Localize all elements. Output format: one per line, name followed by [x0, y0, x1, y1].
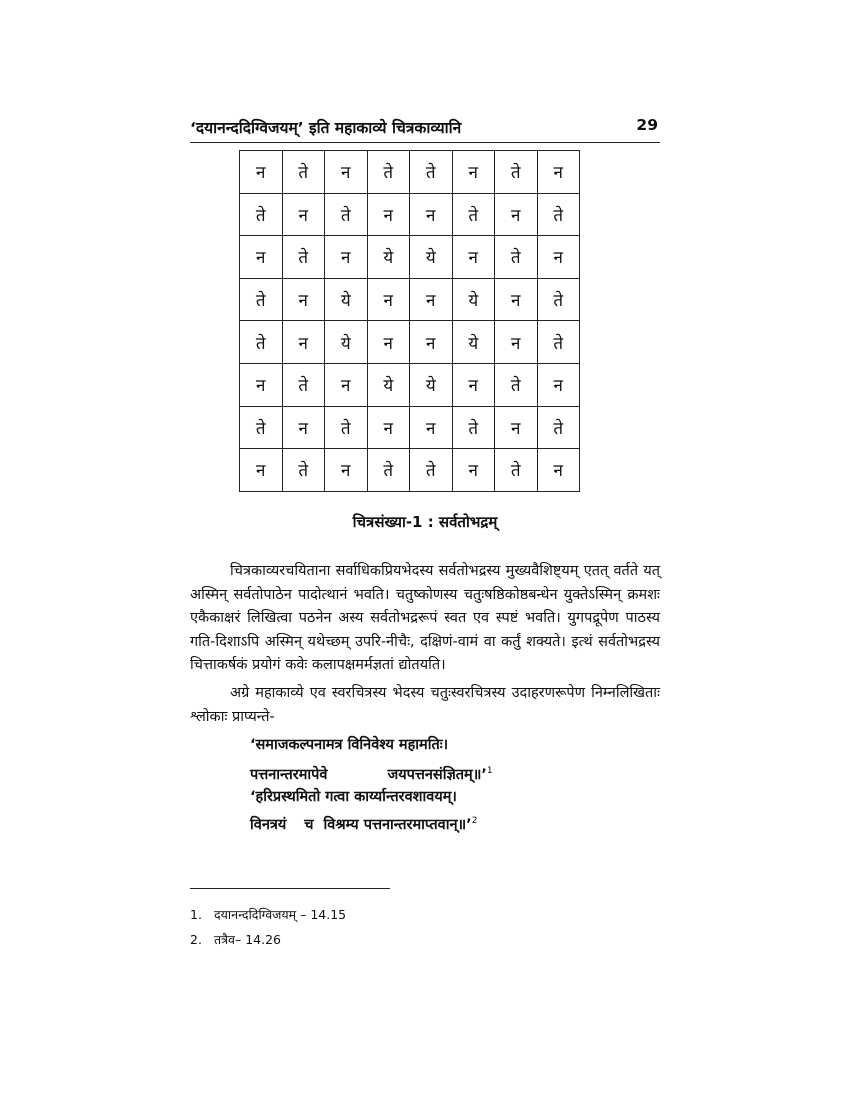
grid-cell: ते [537, 278, 580, 321]
grid-cell: ये [410, 236, 453, 279]
footnote [190, 931, 281, 948]
verse-line: विनत्रयं च विश्रम्य पत्तनान्तरमाप्तवान्॥’$^2$ [250, 816, 478, 833]
grid-cell: न [325, 151, 368, 194]
grid-cell: ते [495, 449, 538, 492]
footnote-ref[interactable]: 2 [471, 816, 478, 826]
grid-cell: न [537, 363, 580, 406]
grid-cell: ते [537, 406, 580, 449]
grid-cell: ते [367, 449, 410, 492]
grid-cell: न [240, 363, 283, 406]
grid-row [240, 406, 580, 449]
grid-cell: न [495, 193, 538, 236]
grid-row [240, 236, 580, 279]
grid-cell: न [410, 321, 453, 364]
grid-cell: न [495, 321, 538, 364]
grid-cell: न [282, 406, 325, 449]
body-paragraph [190, 560, 660, 678]
grid-cell: न [325, 363, 368, 406]
page-number: 29 [636, 116, 658, 134]
grid-cell: न [452, 449, 495, 492]
figure-caption: चित्रसंख्या-1 : सर्वतोभद्रम् [352, 513, 498, 531]
verse-line: पत्तनान्तरमापेवे जयपत्तनसंज्ञितम्॥’$^1$ [250, 766, 493, 783]
grid-cell: ते [240, 193, 283, 236]
grid-cell: न [240, 449, 283, 492]
footnote-text: दयानन्ददिग्विजयम् – 14.15 [214, 907, 347, 922]
grid-cell: ते [240, 406, 283, 449]
grid-cell: न [282, 278, 325, 321]
running-header [190, 114, 660, 143]
paragraph-text: अग्रे महाकाव्ये एव स्वरचित्रस्य भेदस्य चतुःस्वरचित्रस्य उदाहरणरूपेण निम्नलिखिताः श्लोकाः प्राप्यन्ते- [190, 685, 660, 725]
grid-cell: ते [282, 236, 325, 279]
grid-cell: न [495, 278, 538, 321]
grid-cell: ते [410, 449, 453, 492]
grid-row [240, 449, 580, 492]
footnote-divider [190, 888, 390, 889]
grid-cell: ते [495, 363, 538, 406]
grid-row [240, 321, 580, 364]
grid-cell: ते [537, 321, 580, 364]
grid-cell: न [452, 151, 495, 194]
header-title: ‘दयानन्ददिग्विजयम्’ इति महाकाव्ये चित्रकाव्यानि [190, 119, 462, 137]
grid-cell: न [410, 193, 453, 236]
grid-row [240, 151, 580, 194]
grid-cell: ते [325, 406, 368, 449]
body-paragraph [190, 682, 660, 729]
grid-cell: न [495, 406, 538, 449]
grid-cell: ते [325, 193, 368, 236]
grid-cell: न [410, 278, 453, 321]
grid-cell: ते [282, 151, 325, 194]
grid-cell: ये [452, 321, 495, 364]
grid-cell: न [325, 449, 368, 492]
verse-line: ‘हरिप्रस्थमितो गत्वा कार्य्यान्तरवशावयम्। [250, 789, 457, 805]
grid-cell: ते [452, 193, 495, 236]
grid-cell: न [452, 236, 495, 279]
grid-cell: ते [282, 449, 325, 492]
grid-cell: न [410, 406, 453, 449]
footnote-number: 1. [190, 907, 202, 922]
grid-cell: न [537, 449, 580, 492]
grid-cell: न [452, 363, 495, 406]
grid-cell: न [367, 193, 410, 236]
grid-cell: ये [410, 363, 453, 406]
verse-line: ‘समाजकल्पनामत्र विनिवेश्य महामतिः। [250, 737, 449, 753]
grid-cell: न [367, 406, 410, 449]
grid-cell: न [367, 278, 410, 321]
grid-cell: न [537, 236, 580, 279]
grid-cell: ते [282, 363, 325, 406]
grid-cell: ते [495, 151, 538, 194]
grid-cell: ये [367, 363, 410, 406]
footnote-text: तत्रैव– 14.26 [214, 932, 281, 947]
grid-cell: न [537, 151, 580, 194]
grid-cell: न [325, 236, 368, 279]
grid-cell: ते [240, 321, 283, 364]
footnote-number: 2. [190, 932, 202, 947]
grid-cell: न [367, 321, 410, 364]
footnote [190, 906, 346, 923]
sarvatobhadra-grid [239, 150, 580, 492]
paragraph-text: चित्रकाव्यरचयिताना सर्वाधिकप्रियभेदस्य सर्वतोभद्रस्य मुख्यवैशिष्ट्यम् एतत् वर्तते यत् अस्मिन् सर्वतोपाठेन पादोत्थानं भवति। चतुष्कोणस्य चतुःषष्ठिकोष्ठबन्धेन युक्तेऽस्मिन् क्रमशः एकैकाक्षरं लिखित्वा पठनेन अस्य सर्वतोभद्ररूपं स्वत एव स्पष्टं भवति। युगपद्रूपेण पाठस्य गति-दिशाऽपि अस्मिन् यथेच्छम् उपरि-नीचैः, दक्षिणं-वामं वा कर्तुं शक्यते। इत्थं सर्वतोभद्रस्य चित्ताकर्षकं प्रयोगं कवेः कलापक्षमर्मज्ञतां द्योतयति। [190, 563, 660, 673]
grid-row [240, 193, 580, 236]
grid-cell: ये [325, 321, 368, 364]
grid-cell: ये [367, 236, 410, 279]
grid-cell: न [282, 321, 325, 364]
footnote-ref[interactable]: 1 [486, 766, 493, 776]
grid-cell: ते [410, 151, 453, 194]
grid-row [240, 363, 580, 406]
grid-cell: ते [452, 406, 495, 449]
grid-row [240, 278, 580, 321]
grid-cell: ते [495, 236, 538, 279]
grid-cell: ये [452, 278, 495, 321]
grid-cell: ते [367, 151, 410, 194]
grid-cell: ते [537, 193, 580, 236]
grid-cell: न [240, 151, 283, 194]
grid-cell: ये [325, 278, 368, 321]
grid-cell: ते [240, 278, 283, 321]
grid-cell: न [282, 193, 325, 236]
grid-cell: न [240, 236, 283, 279]
